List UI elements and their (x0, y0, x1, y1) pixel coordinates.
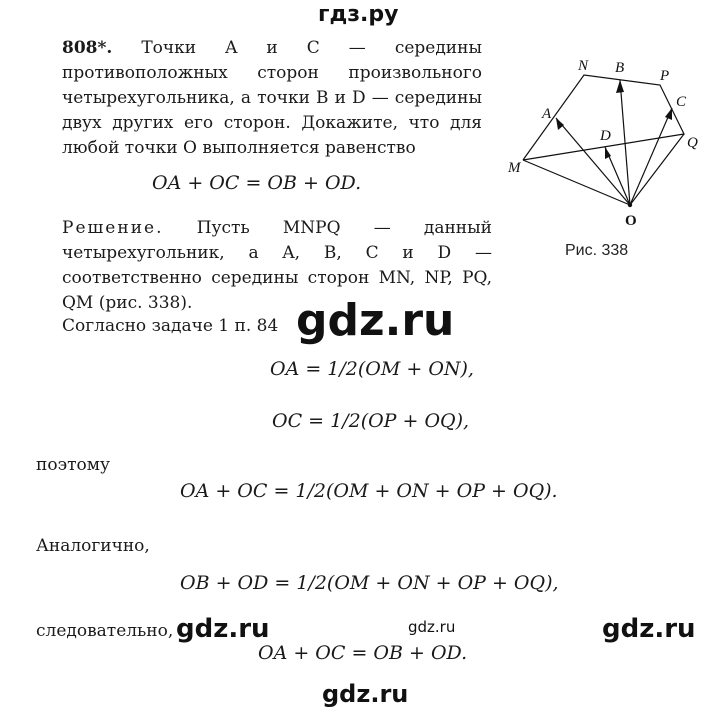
equation-sum-bd: OB + OD = 1/2(OM + ON + OP + OQ), (180, 572, 559, 594)
solution-lead: Решение. (62, 218, 164, 238)
label-c: C (676, 94, 687, 110)
label-p: P (660, 68, 670, 84)
label-d: D (600, 128, 611, 144)
arrowhead-b (616, 80, 624, 93)
quadrilateral-figure (500, 50, 700, 230)
equation-oa: OA = 1/2(OM + ON), (270, 358, 474, 380)
equation-sum-ac: OA + OC = 1/2(OM + ON + OP + OQ). (180, 480, 558, 502)
label-m: M (508, 160, 521, 176)
watermark-left: gdz.ru (176, 614, 270, 644)
problem-body: Точки A и C — середины противоположных сторон произвольного четырехугольника, а точки B и D — середины двух других его сторон. Докажите, что для любой точки O выполняется равенство (62, 38, 482, 158)
solution-intro-text: Пусть MNPQ — данный четырехугольник, а A, B, C и D — соответственно середины сторон MN, NP, PQ, QM (рис. 338). (62, 218, 492, 313)
word-similarly: Аналогично, (36, 536, 150, 556)
solution-reference: Согласно задаче 1 п. 84 (62, 316, 279, 336)
label-o: O (625, 213, 637, 229)
watermark-right: gdz.ru (602, 614, 696, 644)
watermark-small: gdz.ru (408, 618, 456, 636)
equation-oc: OC = 1/2(OP + OQ), (272, 410, 470, 432)
point-o (628, 203, 632, 207)
watermark-bottom: gdz.ru (322, 680, 409, 708)
label-n: N (578, 58, 589, 74)
word-therefore: поэтому (36, 455, 110, 475)
arrowhead-d (605, 147, 611, 159)
vector-oa (556, 118, 630, 205)
watermark-main: gdz.ru (296, 295, 455, 346)
equation-final: OA + OC = OB + OD. (258, 642, 468, 664)
label-q: Q (687, 135, 698, 151)
site-title: гдз.ру (318, 2, 399, 27)
arrowhead-a (556, 118, 564, 130)
segment-oq (630, 134, 684, 205)
label-a: A (542, 106, 552, 122)
problem-text (62, 36, 482, 161)
word-consequently: следовательно, (36, 621, 174, 641)
problem-number: 808*. (62, 38, 113, 58)
arrowhead-c (665, 108, 672, 120)
problem-equation: OA + OC = OB + OD. (152, 172, 362, 194)
vector-oc (630, 108, 672, 205)
figure-caption: Рис. 338 (565, 242, 629, 259)
label-b: B (615, 60, 625, 76)
